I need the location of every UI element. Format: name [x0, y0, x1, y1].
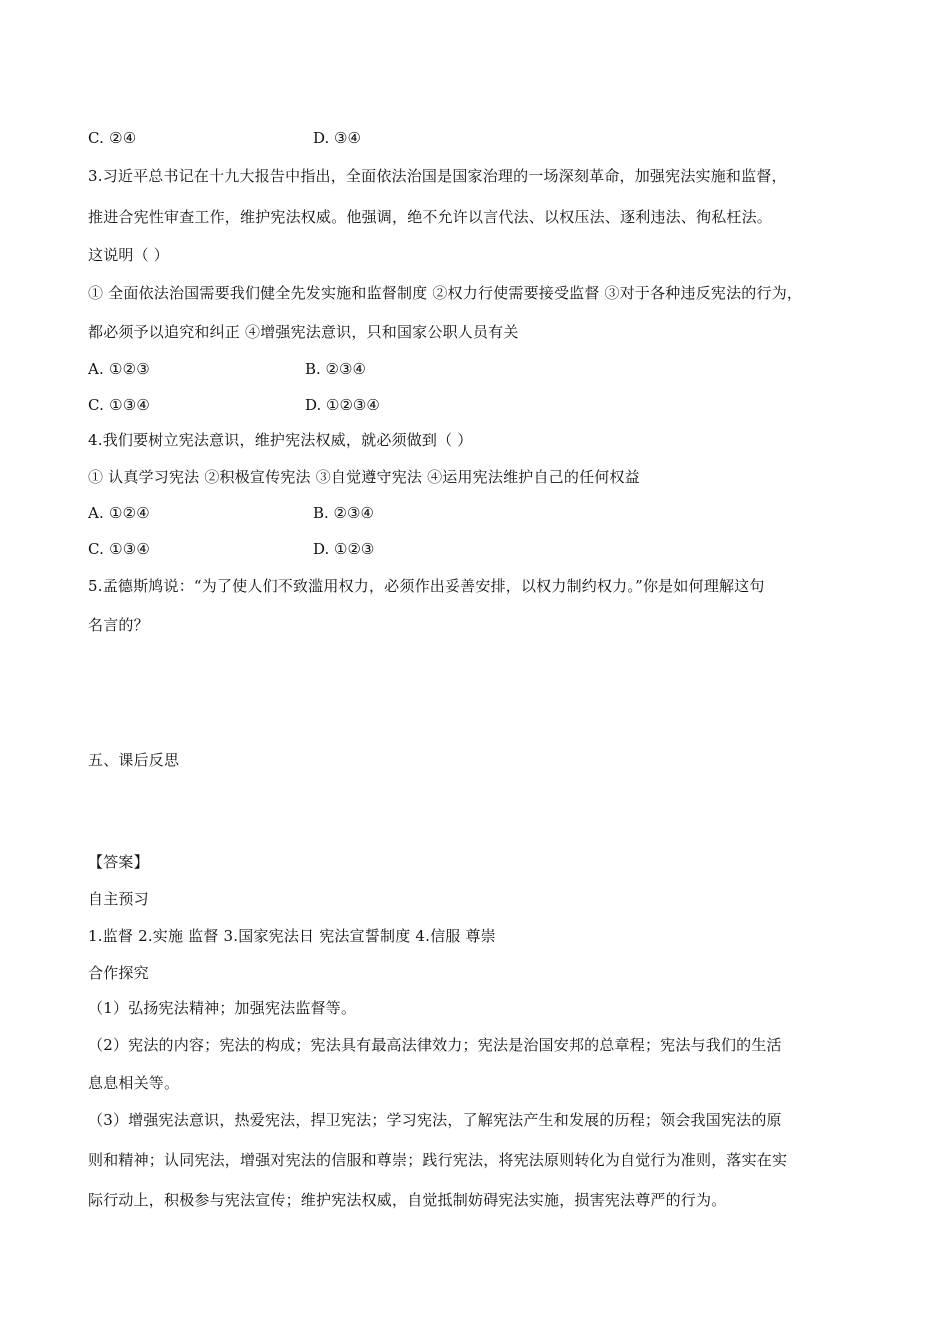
q2-option-d: D. ③④ — [313, 129, 361, 147]
answers-item-1: （1）弘扬宪法精神；加强宪法监督等。 — [88, 999, 357, 1017]
answers-item-3-line-3: 际行动上，积极参与宪法宣传；维护宪法权威，自觉抵制妨碍宪法实施，损害宪法尊严的行为。 — [88, 1191, 727, 1209]
q4-option-a: A. ①②④ — [88, 504, 150, 522]
answers-item-3-line-1: （3）增强宪法意识，热爱宪法，捍卫宪法；学习宪法，了解宪法产生和发展的历程；领会我国宪法的原 — [88, 1111, 782, 1129]
q4-option-c: C. ①③④ — [88, 540, 151, 558]
answers-preview-content: 1.监督 2.实施 监督 3.国家宪法日 宪法宣誓制度 4.信服 尊崇 — [88, 927, 496, 945]
q4-stem: 4.我们要树立宪法意识，维护宪法权威，就必须做到（ ） — [88, 431, 473, 449]
q4-option-d: D. ①②③ — [313, 540, 375, 558]
q3-option-d: D. ①②③④ — [305, 396, 380, 414]
q3-stem-line-1: 3.习近平总书记在十九大报告中指出，全面依法治国是国家治理的一场深刻革命，加强宪法实施和监督， — [88, 167, 787, 185]
answers-item-3-line-2: 则和精神；认同宪法，增强对宪法的信服和尊崇；践行宪法，将宪法原则转化为自觉行为准则，落实在实 — [88, 1151, 788, 1169]
answers-coop-title: 合作探究 — [88, 964, 149, 982]
q5-stem-line-2: 名言的？ — [88, 616, 149, 634]
q5-stem-line-1: 5.孟德斯鸠说：“为了使人们不致滥用权力，必须作出妥善安排，以权力制约权力。”你是如何理解这句 — [88, 577, 765, 595]
q3-option-b: B. ②③④ — [305, 360, 366, 378]
q4-statements: ① 认真学习宪法 ②积极宣传宪法 ③自觉遵守宪法 ④运用宪法维护自己的任何权益 — [88, 468, 640, 486]
q3-stem-line-2: 推进合宪性审查工作，维护宪法权威。他强调，绝不允许以言代法、以权压法、逐利违法、徇私枉法。 — [88, 208, 773, 226]
section-5-title: 五、课后反思 — [88, 751, 180, 769]
q3-option-c: C. ①③④ — [88, 396, 151, 414]
q4-option-b: B. ②③④ — [313, 504, 374, 522]
q3-statements-line-2: 都必须予以追究和纠正 ④增强宪法意识，只和国家公职人员有关 — [88, 323, 519, 341]
q3-statements-line-1: ① 全面依法治国需要我们健全先发实施和监督制度 ②权力行使需要接受监督 ③对于各种违反宪法的行为， — [88, 284, 803, 302]
answers-preview-title: 自主预习 — [88, 890, 149, 908]
q2-option-c: C. ②④ — [88, 129, 137, 147]
q3-option-a: A. ①②③ — [88, 360, 150, 378]
answers-item-2-line-2: 息息相关等。 — [88, 1074, 180, 1092]
q3-stem-line-3: 这说明（ ） — [88, 246, 169, 264]
answers-title: 【答案】 — [88, 853, 149, 871]
answers-item-2-line-1: （2）宪法的内容；宪法的构成；宪法具有最高法律效力；宪法是治国安邦的总章程；宪法与我们的生活 — [88, 1036, 782, 1054]
